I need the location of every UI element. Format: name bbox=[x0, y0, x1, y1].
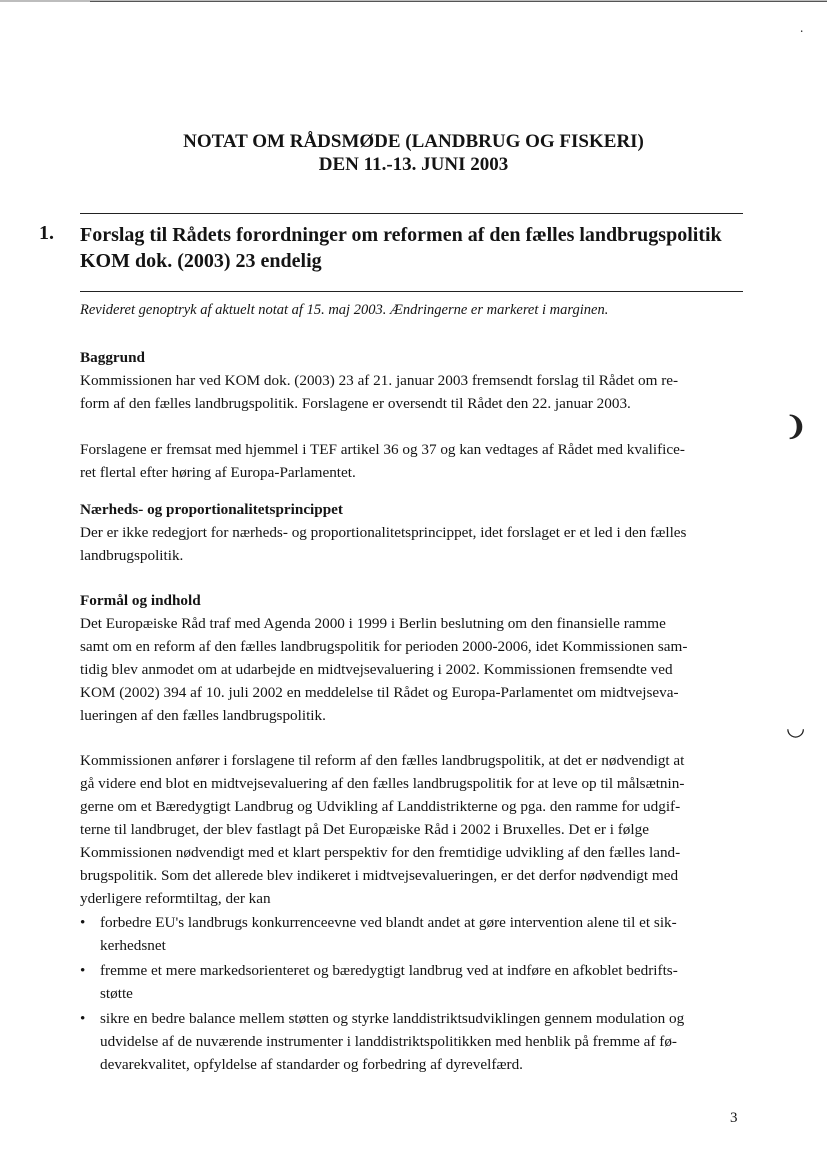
paragraph-line: tidig blev anmodet om at udarbejde en midtvejsevaluering i 2002. Kommissionen fremsendte ved bbox=[80, 661, 673, 678]
revision-note: Revideret genoptryk af aktuelt notat af 15. maj 2003. Ændringerne er markeret i marginen. bbox=[80, 302, 609, 318]
naerhed-heading: Nærheds- og proportionalitetsprincippet bbox=[80, 501, 343, 518]
bullet-marker: • bbox=[80, 962, 86, 979]
paragraph-line: Forslagene er fremsat med hjemmel i TEF artikel 36 og 37 og kan vedtages af Rådet med kvalifice- bbox=[80, 441, 685, 458]
margin-change-mark: ❩ bbox=[785, 412, 807, 441]
paragraph-line: form af den fælles landbrugspolitik. Forslagene er oversendt til Rådet den 22. januar 2003. bbox=[80, 395, 631, 412]
paragraph-line: Der er ikke redegjort for nærheds- og proportionalitetsprincippet, idet forslaget er et led i den fælles bbox=[80, 524, 687, 541]
bullet-line: fremme et mere markedsorienteret og bæredygtigt landbrug ved at indføre en afkoblet bedrifts- bbox=[100, 962, 678, 979]
scan-speck: ˙ bbox=[800, 30, 804, 41]
bullet-line: forbedre EU's landbrugs konkurrenceevne ved blandt andet at gøre intervention alene til et sik- bbox=[100, 914, 677, 931]
bullet-item bbox=[80, 911, 750, 957]
bullet-marker: • bbox=[80, 914, 86, 931]
baggrund-heading: Baggrund bbox=[80, 349, 145, 366]
bullet-line: kerhedsnet bbox=[100, 937, 166, 954]
scan-top-rule bbox=[90, 1, 827, 2]
naerhed-section bbox=[80, 498, 745, 567]
paragraph-line: Kommissionen nødvendigt med et klart perspektiv for den fremtidige udvikling af den fælles land- bbox=[80, 844, 681, 861]
paragraph-line: Kommissionen har ved KOM dok. (2003) 23 af 21. januar 2003 fremsendt forslag til Rådet om re- bbox=[80, 372, 679, 389]
section-bottom-rule bbox=[80, 291, 743, 292]
paragraph-line: brugspolitik. Som det allerede blev indikeret i midtvejsevalueringen, er det derfor nødvendigt med bbox=[80, 867, 679, 884]
margin-change-mark: ◡ bbox=[786, 715, 806, 740]
paragraph-line: gå videre end blot en midtvejsevaluering af den fælles landbrugspolitik for at leve op til målsætnin- bbox=[80, 775, 685, 792]
paragraph-line: lueringen af den fælles landbrugspolitik. bbox=[80, 707, 326, 724]
document-title-line1: NOTAT OM RÅDSMØDE (LANDBRUG OG FISKERI) bbox=[183, 131, 644, 152]
paragraph-line: ret flertal efter høring af Europa-Parlamentet. bbox=[80, 464, 356, 481]
bullet-line: devarekvalitet, opfyldelse af standarder og forbedring af dyrevelfærd. bbox=[100, 1056, 523, 1073]
formaal-section bbox=[80, 589, 745, 727]
bullet-line: støtte bbox=[100, 985, 133, 1002]
formaal-heading: Formål og indhold bbox=[80, 592, 201, 609]
bullet-item bbox=[80, 959, 750, 1005]
bullet-marker: • bbox=[80, 1010, 86, 1027]
section-top-rule bbox=[80, 213, 743, 214]
section-title-line1: Forslag til Rådets forordninger om reformen af den fælles landbrugspolitik bbox=[80, 224, 722, 246]
bullet-line: sikre en bedre balance mellem støtten og styrke landdistriktsudviklingen gennem modulation og bbox=[100, 1010, 685, 1027]
bullet-list bbox=[80, 911, 750, 1078]
section-title-line2: KOM dok. (2003) 23 endelig bbox=[80, 250, 322, 272]
section-number: 1. bbox=[39, 222, 54, 244]
baggrund-section bbox=[80, 346, 745, 415]
formaal-paragraph-2 bbox=[80, 749, 745, 910]
bullet-item bbox=[80, 1007, 750, 1076]
paragraph-line: KOM (2002) 394 af 10. juli 2002 en meddelelse til Rådet og Europa-Parlamentet om midtvejseva- bbox=[80, 684, 679, 701]
paragraph-line: landbrugspolitik. bbox=[80, 547, 184, 564]
document-title-line2: DEN 11.-13. JUNI 2003 bbox=[318, 154, 509, 175]
paragraph-line: yderligere reformtiltag, der kan bbox=[80, 890, 271, 907]
section-title bbox=[80, 222, 750, 274]
paragraph-line: samt om en reform af den fælles landbrugspolitik for perioden 2000-2006, idet Kommissionen sam- bbox=[80, 638, 688, 655]
baggrund-paragraph-2 bbox=[80, 438, 745, 484]
paragraph-line: gerne om et Bæredygtigt Landbrug og Udvikling af Landdistrikterne og pga. den ramme for udgif- bbox=[80, 798, 681, 815]
paragraph-line: Det Europæiske Råd traf med Agenda 2000 i 1999 i Berlin beslutning om den finansielle ramme bbox=[80, 615, 666, 632]
paragraph-line: Kommissionen anfører i forslagene til reform af den fælles landbrugspolitik, at det er nødvendigt at bbox=[80, 752, 685, 769]
page-number: 3 bbox=[730, 1110, 738, 1126]
bullet-line: udvidelse af de nuværende instrumenter i landdistriktspolitikken med henblik på fremme af fø- bbox=[100, 1033, 677, 1050]
paragraph-line: terne til landbruget, der blev fastlagt på Det Europæiske Råd i 2002 i Bruxelles. Det er i følge bbox=[80, 821, 649, 838]
